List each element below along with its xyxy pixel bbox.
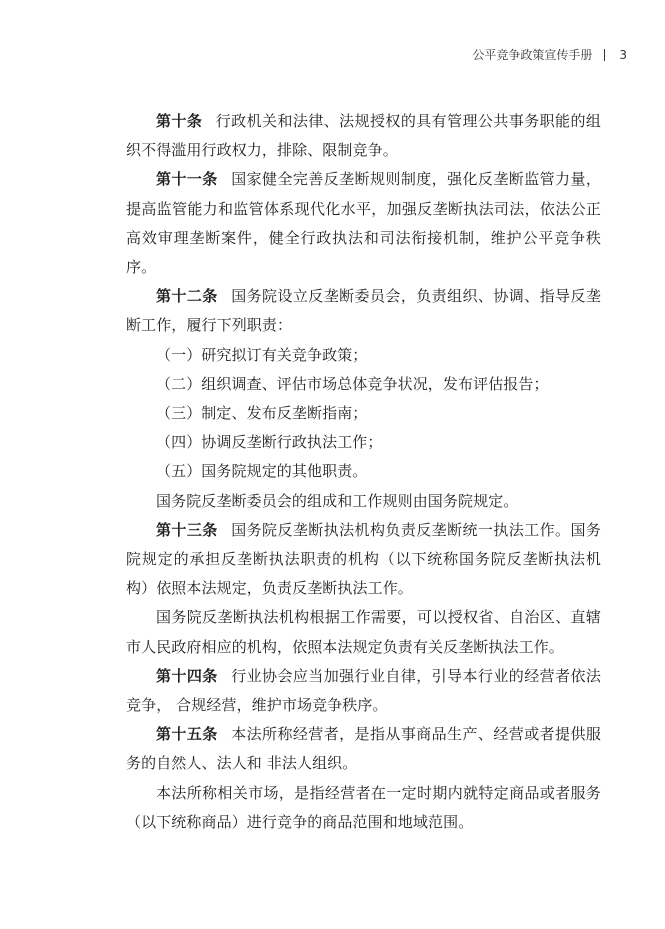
paragraph: 国务院反垄断委员会的组成和工作规则由国务院规定。 [156, 491, 519, 510]
paragraph: 本法所称相关市场，是指经营者在一定时期内就特定商品或者服务（以下统称商品）进行竞争的商品范围和地域范围。 [126, 783, 601, 831]
article-11 [126, 165, 601, 282]
article-heading: 第十一条 [156, 170, 218, 189]
paragraph: 国务院反垄断执法机构根据工作需要，可以授权省、自治区、直辖市人民政府相应的机构，依照本法规定负责有关反垄断执法工作。 [126, 608, 601, 656]
article-10 [126, 107, 601, 165]
list-item: （四）协调反垄断行政执法工作； [156, 433, 383, 452]
article-15 [126, 720, 601, 778]
list-item: （一）研究拟订有关竞争政策； [156, 345, 368, 364]
document-body [126, 107, 601, 837]
article-12 [126, 282, 601, 340]
list-item: （五）国务院规定的其他职责。 [156, 462, 368, 481]
list-item: （二）组织调查、评估市场总体竞争状况，发布评估报告； [156, 374, 549, 393]
article-text: 行业协会应当加强行业自律，引导本行业的经营者依法竞争， 合规经营，维护市场竞争秩序。 [126, 666, 601, 715]
article-text: 行政机关和法律、法规授权的具有管理公共事务职能的组织不得滥用行政权力，排除、限制竞争。 [126, 112, 601, 160]
article-14 [126, 662, 601, 720]
article-heading: 第十三条 [156, 520, 218, 539]
article-text: 国务院反垄断执法机构负责反垄断统一执法工作。国务院规定的承担反垄断执法职责的机构（以下统称国务院反垄断执法机构）依照本法规定，负责反垄断执法工作。 [126, 520, 601, 598]
article-heading: 第十二条 [156, 287, 218, 306]
article-text: 国务院设立反垄断委员会，负责组织、协调、指导反垄断工作，履行下列职责： [126, 287, 601, 335]
header-divider [604, 49, 605, 61]
page-number: 3 [619, 47, 627, 62]
article-text: 国家健全完善反垄断规则制度，强化反垄断监管力量，提高监管能力和监管体系现代化水平，加强反垄断执法司法，依法公正高效审理垄断案件，健全行政执法和司法衔接机制，维护公平竞争秩序。 [126, 170, 601, 277]
article-heading: 第十条 [156, 112, 203, 130]
article-heading: 第十四条 [156, 666, 218, 685]
article-13 [126, 516, 601, 604]
running-title: 公平竞争政策宣传手册 [472, 48, 593, 62]
list-item: （三）制定、发布反垄断指南； [156, 404, 368, 423]
article-heading: 第十五条 [156, 725, 218, 744]
page-header [472, 46, 627, 63]
article-text: 本法所称经营者，是指从事商品生产、经营或者提供服务的自然人、法人和 非法人组织。 [126, 725, 601, 773]
